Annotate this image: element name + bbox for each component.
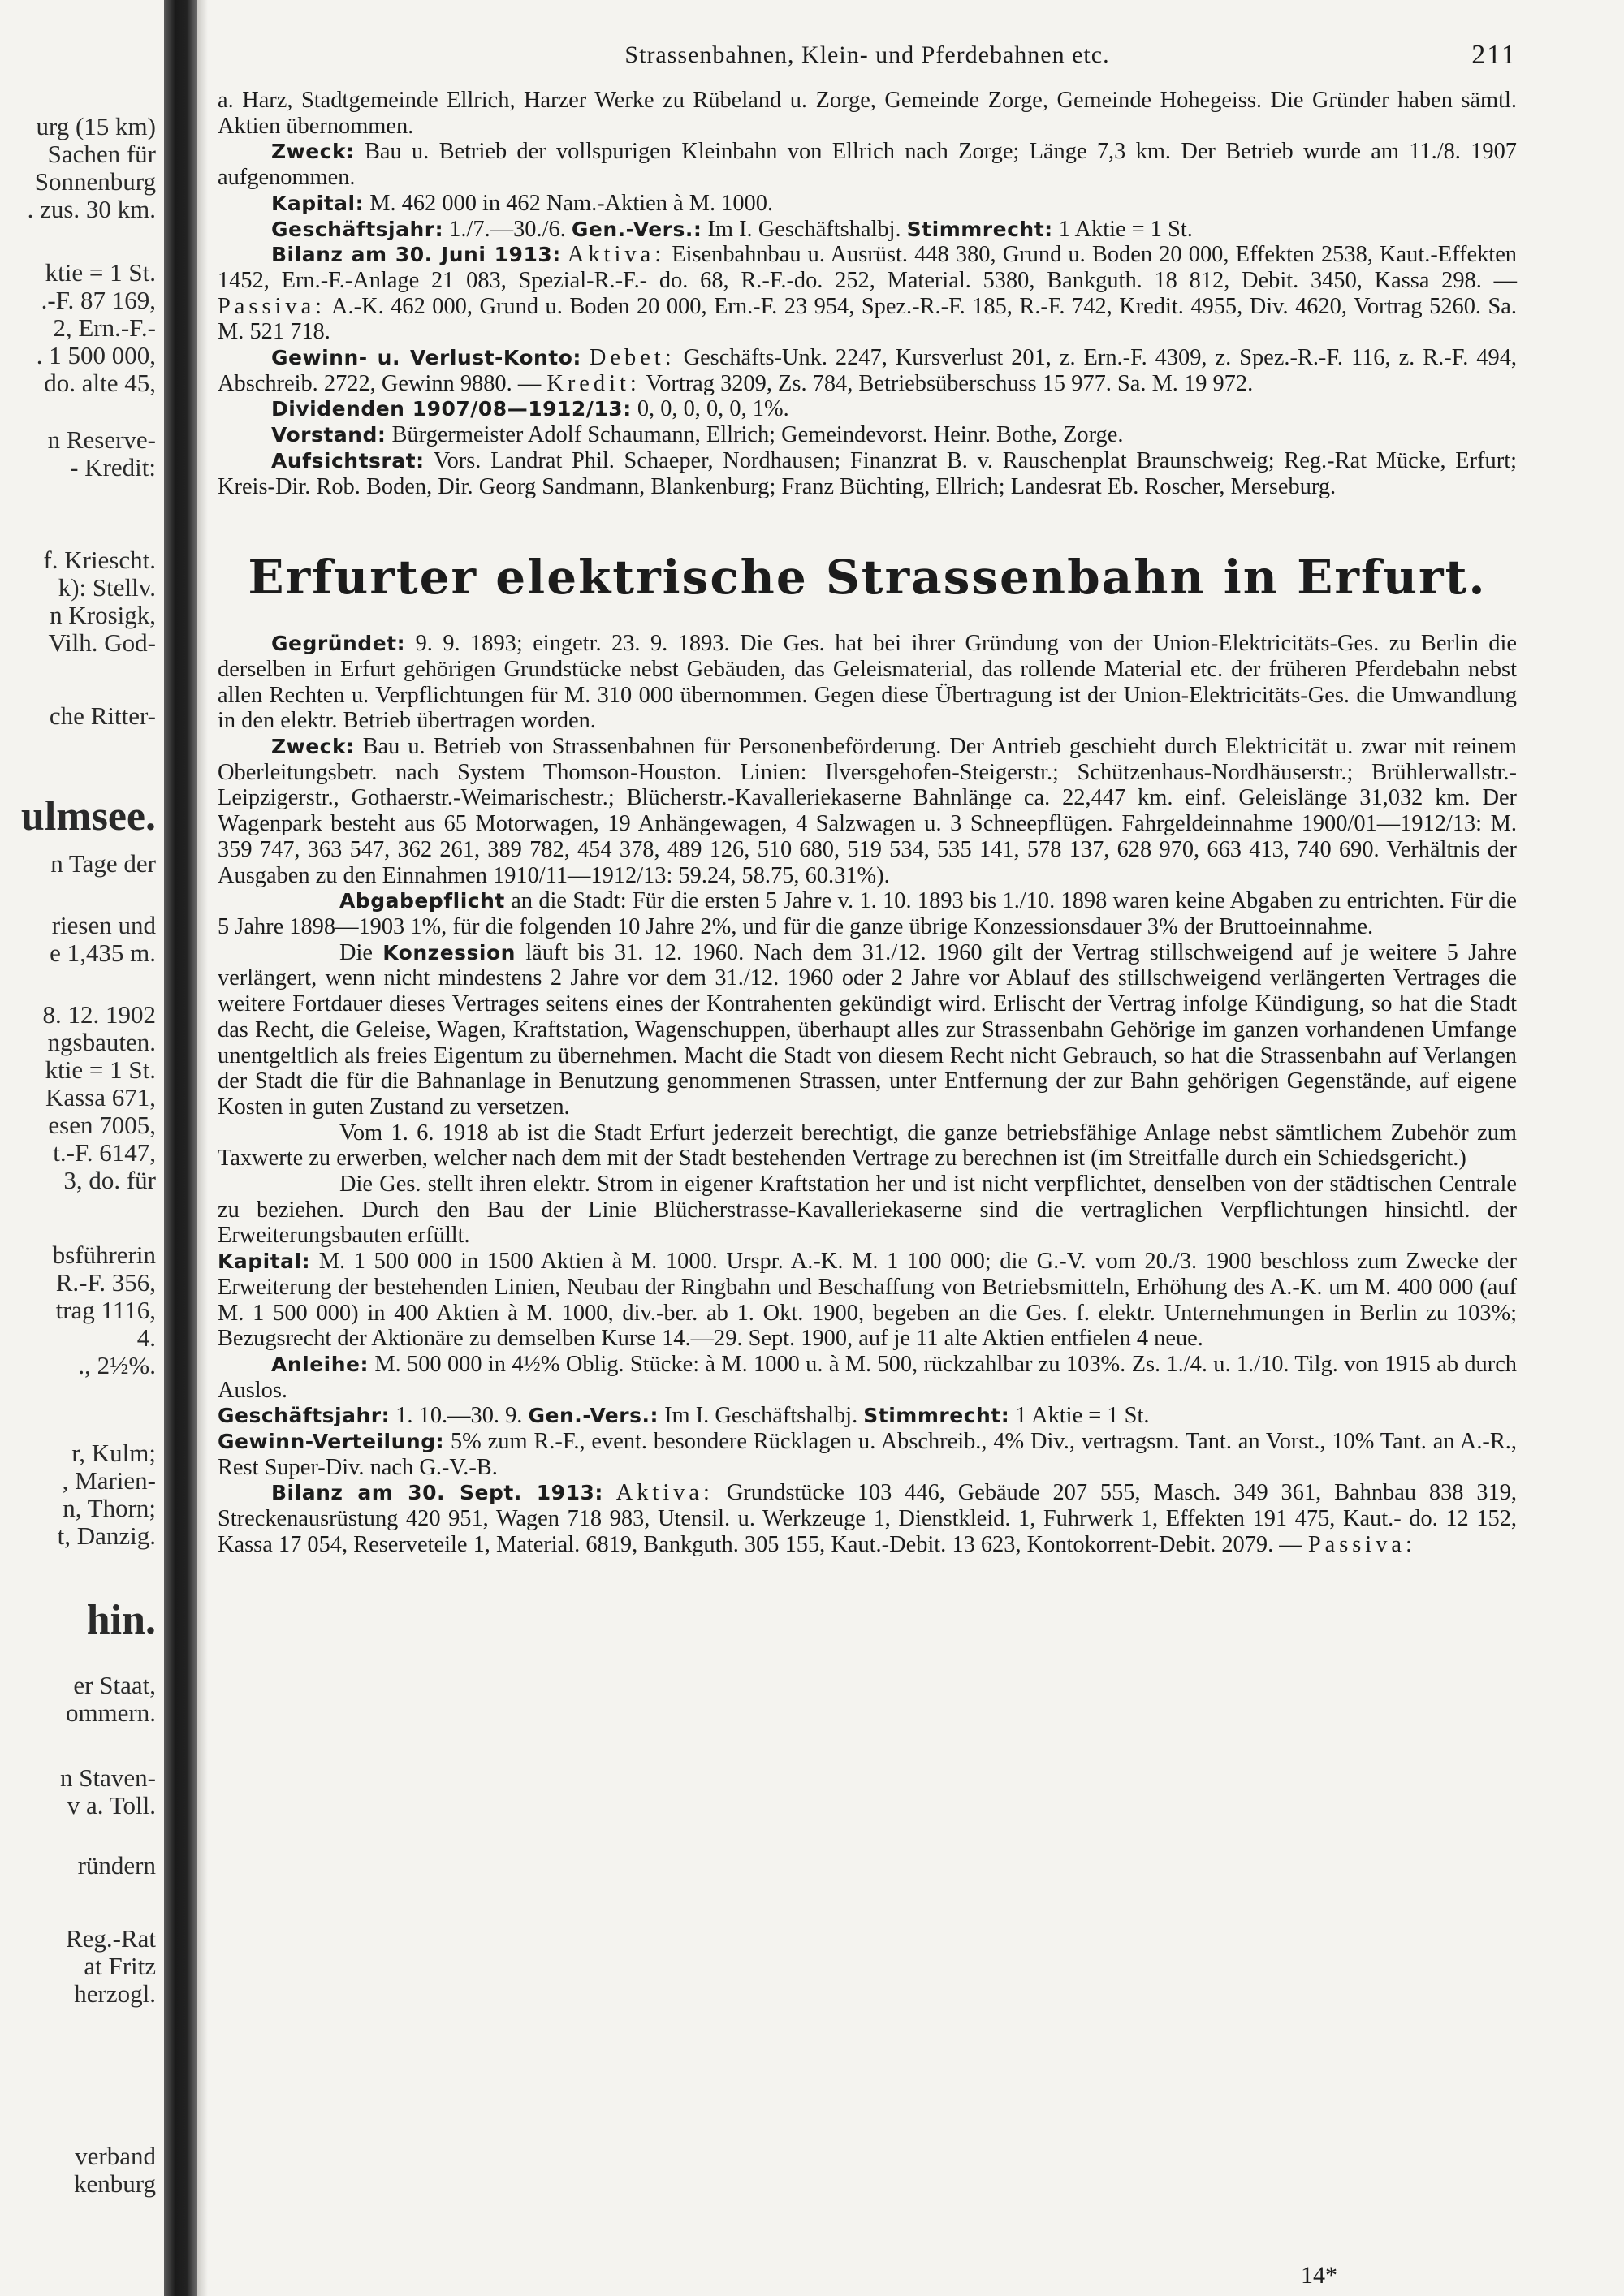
- prev-passiva-label: Passiva:: [218, 293, 326, 319]
- zweck-text: Bau u. Betrieb von Strassenbahnen für Personenbeförderung. Der Antrieb geschieht durch Elektricität u. zwar mit reinem Oberleitungsbetr. nach System Thomson-Houston. Linien: Ilversgehofen-Steigerstr.; Schützenhaus-Nordhäuserstr.; Brühlerwallstr.-Leipzigerstr., Gothaerstr.-Weimarischestr.; Blücherstr.-Kavalleriekaserne Bahnlänge ca. 22,447 km. einf. Geleislänge 31,032 km. Der Wagenpark besteht aus 65 Motorwagen, 19 Anhängewagen, 4 Salzwagen u. 3 Schneepflügen. Fahrgeldeinnahme 1900/01—1912/13: M. 359 747, 363 547, 362 261, 389 782, 454 378, 489 126, 510 680, 519 534, 535 141, 578 137, 628 970, 663 413, 740 690. Verhältnis der Ausgaben zu den Einnahmen 1910/11—1912/13: 59.24, 58.75, 60.31%).: [218, 734, 1517, 888]
- previous-page-line: t.-F. 6147,: [53, 1138, 156, 1167]
- prev-kapital-text: M. 462 000 in 462 Nam.-Aktien à M. 1000.: [369, 190, 774, 216]
- previous-page-line: f. Kriescht.: [43, 546, 156, 574]
- gj-text: 1. 10.—30. 9.: [395, 1403, 523, 1429]
- bilanz: [218, 1480, 1517, 1557]
- previous-page-line: riesen und: [51, 911, 156, 939]
- previous-page-line: er Staat,: [73, 1671, 156, 1699]
- prev-zweck: [218, 139, 1517, 190]
- previous-page-line: - Kredit:: [70, 453, 156, 481]
- previous-page-line: ktie = 1 St.: [45, 1055, 156, 1084]
- kapital: [218, 1249, 1517, 1352]
- previous-page-line: Vilh. God-: [48, 628, 156, 657]
- previous-page-line: . zus. 30 km.: [27, 195, 156, 223]
- gegruendet: [218, 631, 1517, 734]
- geschaeftsjahr: [218, 1403, 1517, 1429]
- previous-page-line: n Krosigk,: [50, 601, 156, 629]
- prev-div-label: Dividenden 1907/08—1912/13:: [271, 397, 632, 421]
- kapital-text: M. 1 500 000 in 1500 Aktien à M. 1000. Urspr. A.-K. M. 1 100 000; die G.-V. vom 20./3. 1900 beschloss zum Zwecke der Erweiterung der bestehenden Linien, Neubau der Ringbahn und Beschaffung von Betriebsmitteln, Erhöhung des A.-K. um M. 400 000 (auf M. 1 500 000) in 400 Aktien à M. 1000, div.-ber. ab 1. Okt. 1900, begeben an die Ges. f. elektr. Unternehmungen in Berlin zu 103%; Bezugsrecht der Aktionäre zu demselben Kurse 14.—29. Sept. 1900, auf je 11 alte Aktien entfielen 4 neue.: [218, 1249, 1517, 1352]
- paragraph-strom: Die Ges. stellt ihren elektr. Strom in eigener Kraftstation her und ist nicht verpflichtet, denselben von der städtischen Centrale zu beziehen. Durch den Bau der Linie Blücherstrasse-Kavalleriekaserne sind die vertraglichen Verpflichtungen hinsichtl. der Erweiterungsbauten erfüllt.: [218, 1172, 1517, 1249]
- previous-page-line: ommern.: [65, 1698, 156, 1727]
- aktiva-text: Grundstücke 103 446, Gebäude 207 555, Masch. 349 361, Bahnbau 838 319, Streckenausrüstung 420 951, Wagen 718 983, Utensil. u. Werkzeuge 1, Dienstkleid. 1, Fuhrwerk 1, Effekten 191 475, Kaut.- do. 12 152, Kassa 17 054, Reserveteile 1, Material. 6819, Bankguth. 305 155, Kaut.-Debit. 13 623, Kontokorrent-Debit. 2079. —: [218, 1480, 1518, 1557]
- kapital-label: Kapital:: [218, 1249, 311, 1274]
- prev-aufsichtsrat: [218, 448, 1517, 499]
- previous-page-line: ., 2½%.: [78, 1351, 156, 1379]
- previous-page-line: herzogl.: [74, 1979, 156, 2008]
- previous-page-line: Kassa 671,: [45, 1083, 156, 1111]
- previous-page-line: v a. Toll.: [67, 1791, 156, 1819]
- gewinn-text: 5% zum R.-F., event. besondere Rücklagen u. Abschreib., 4% Div., vertragsm. Tant. an Vorst., 10% Tant. an A.-R., Rest Super-Div. nach G.-V.-B.: [218, 1429, 1517, 1480]
- stimm-label: Stimmrecht:: [863, 1404, 1010, 1428]
- previous-page-line: 2, Ern.-F.-: [53, 313, 156, 342]
- passiva-label: Passiva:: [1307, 1531, 1416, 1557]
- previous-page-line: k): Stellv.: [58, 573, 156, 602]
- previous-page-line: Sonnenburg: [34, 167, 156, 196]
- zweck: [218, 734, 1517, 888]
- prev-guv: [218, 345, 1517, 396]
- konzession: [218, 940, 1517, 1120]
- previous-page-line: e 1,435 m.: [50, 939, 156, 967]
- prev-vorstand-label: Vorstand:: [271, 423, 387, 447]
- prev-aktiva-text: Eisenbahnbau u. Ausrüst. 448 380, Grund u. Boden 20 000, Effekten 2538, Kaut.-Effekten 1452, Ern.-F.-Anlage 21 083, Spezial-R.-F.- do. 68, R.-F.-do. 252, Material. 5380, Bankguth. 18 812, Debit. 3450, Kassa 298. —: [218, 242, 1517, 293]
- previous-page-line: 3, do. für: [63, 1166, 156, 1194]
- gewinn-label: Gewinn-Verteilung:: [218, 1430, 445, 1454]
- book-gutter: [164, 0, 197, 2296]
- prev-div-text: 0, 0, 0, 0, 0, 1%.: [637, 396, 789, 422]
- previous-page-line: do. alte 45,: [44, 369, 156, 397]
- konz-label: Konzession: [382, 940, 516, 965]
- gewinn-verteilung: [218, 1429, 1517, 1480]
- previous-page-line: ulmsee.: [20, 793, 156, 839]
- gv-text: Im I. Geschäftshalbj.: [664, 1403, 858, 1429]
- gegr-text: 9. 9. 1893; eingetr. 23. 9. 1893. Die Ges. hat bei ihrer Gründung von der Union-Elektricitäts-Ges. zu Berlin die derselben in Erfurt gehörigen Grundstücke nebst Gebäuden, das Geleismaterial, das rollende Material etc. der früheren Pferdebahn nebst allen Rechten u. Verpflichtungen für M. 310 000 übernommen. Gegen diese Übertragung ist der Union-Elektricitäts-Ges. die Umwandlung in den elektr. Betrieb übertragen worden.: [218, 631, 1517, 734]
- previous-page-line: urg (15 km): [36, 114, 156, 140]
- gj-label: Geschäftsjahr:: [218, 1404, 391, 1428]
- page: [218, 42, 1517, 1558]
- previous-page-line: 4.: [136, 1323, 156, 1352]
- running-head: [218, 42, 1517, 81]
- previous-page-line: Reg.-Rat: [65, 1924, 156, 1953]
- previous-page-line: ründern: [77, 1851, 156, 1880]
- company-title: Erfurter elektrische Strassenbahn in Erfurt.: [248, 550, 1487, 606]
- abgabe-label: Abgabepflicht: [339, 889, 505, 913]
- previous-page-fragment: [0, 114, 159, 2296]
- bilanz-label: Bilanz am 30. Sept. 1913:: [271, 1481, 603, 1505]
- prev-geschaeftsjahr: [218, 217, 1517, 243]
- page-number: 211: [1471, 40, 1517, 70]
- previous-page-line: n Reserve-: [47, 425, 156, 454]
- previous-page-line: n Tage der: [50, 849, 156, 878]
- running-head-title: Strassenbahnen, Klein- und Pferdebahnen etc.: [624, 41, 1110, 68]
- prev-guv-label: Gewinn- u. Verlust-Konto:: [271, 346, 581, 370]
- company-entry: [218, 631, 1517, 1557]
- previous-page-line: Sachen für: [47, 140, 156, 168]
- prev-kapital: [218, 191, 1517, 217]
- previous-page-line: R.-F. 356,: [55, 1268, 156, 1297]
- anleihe-text: M. 500 000 in 4½% Oblig. Stücke: à M. 1000 u. à M. 500, rückzahlbar zu 103%. Zs. 1./4. u. 1./10. Tilg. von 1915 ab durch Auslos.: [218, 1351, 1518, 1403]
- gv-label: Gen.-Vers.:: [528, 1404, 659, 1428]
- prev-bilanz: [218, 242, 1517, 345]
- prev-gj-label: Geschäftsjahr:: [271, 217, 444, 241]
- prev-kapital-label: Kapital:: [271, 191, 365, 215]
- prev-aktiva-label: Aktiva:: [567, 242, 666, 268]
- previous-page-line: r, Kulm;: [71, 1439, 156, 1467]
- anleihe: [218, 1352, 1517, 1403]
- anleihe-label: Anleihe:: [271, 1352, 369, 1376]
- gutter-shadow: [197, 0, 208, 2296]
- prev-debet-label: Debet:: [589, 345, 676, 371]
- prev-zweck-label: Zweck:: [271, 140, 355, 164]
- previous-page-line: .-F. 87 169,: [41, 286, 156, 314]
- prev-debet-text: Geschäfts-Unk. 2247, Kursverlust 201, z. Ern.-F. 4309, z. Spez.-R.-F. 116, z. R.-F. 494, Abschreib. 2722, Gewinn 9880. —: [218, 345, 1517, 396]
- previous-page-line: ngsbauten.: [47, 1028, 156, 1056]
- prev-stimm-text: 1 Aktie = 1 St.: [1058, 216, 1193, 242]
- previous-page-line: , Marien-: [62, 1466, 156, 1495]
- previous-page-line: 8. 12. 1902: [42, 1000, 156, 1029]
- prev-stimm-label: Stimmrecht:: [906, 217, 1053, 241]
- prev-vorstand: [218, 422, 1517, 448]
- previous-page-line: . 1 500 000,: [36, 341, 156, 369]
- printer-signature: 14*: [1301, 2262, 1337, 2289]
- zweck-label: Zweck:: [271, 735, 355, 759]
- prev-passiva-text: A.-K. 462 000, Grund u. Boden 20 000, Ern.-F. 23 954, Spez.-R.-F. 185, R.-F. 742, Kredit. 4955, Div. 4620, Vortrag 5260. Sa. M. 521 718.: [218, 293, 1517, 345]
- prev-aufsicht-text: Vors. Landrat Phil. Schaeper, Nordhausen; Finanzrat B. v. Rauschenplat Braunschweig; Reg.-Rat Mücke, Erfurt; Kreis-Dir. Rob. Boden, Dir. Georg Sandmann, Blankenburg; Franz Büchting, Ellrich; Landesrat Eb. Roscher, Merseburg.: [218, 447, 1517, 499]
- prev-gv-label: Gen.-Vers.:: [571, 217, 702, 241]
- prev-gj-text: 1./7.—30./6.: [449, 216, 566, 242]
- prev-kredit-label: Kredit:: [546, 370, 641, 396]
- previous-page-line: t, Danzig.: [57, 1521, 156, 1550]
- prev-kredit-text: Vortrag 3209, Zs. 784, Betriebsüberschuss 15 977. Sa. M. 19 972.: [646, 370, 1254, 396]
- previous-page-line: at Fritz: [84, 1952, 156, 1980]
- prev-gv-text: Im I. Geschäftshalbj.: [707, 216, 901, 242]
- previous-page-line: trag 1116,: [55, 1296, 156, 1324]
- prev-vorstand-text: Bürgermeister Adolf Schaumann, Ellrich; Gemeindevorst. Heinr. Bothe, Zorge.: [391, 422, 1124, 448]
- previous-page-line: kenburg: [73, 2169, 156, 2198]
- abgabe-text: an die Stadt: Für die ersten 5 Jahre v. 1. 10. 1893 bis 1./10. 1898 waren keine Abgaben zu entrichten. Für die 5 Jahre 1898—1903 1%, für die folgenden 10 Jahre 2%, und für die ganze übrige Konzessionsdauer 3% der Bruttoeinnahme.: [218, 888, 1517, 939]
- previous-page-line: bsführerin: [52, 1241, 156, 1269]
- previous-page-line: hin.: [86, 1597, 156, 1643]
- prev-dividenden: [218, 396, 1517, 422]
- previous-entry: [218, 88, 1517, 499]
- abgabepflicht: [218, 888, 1517, 939]
- aktiva-label: Aktiva:: [615, 1480, 714, 1506]
- prev-intro-text: a. Harz, Stadtgemeinde Ellrich, Harzer Werke zu Rübeland u. Zorge, Gemeinde Zorge, Gemeinde Hohegeiss. Die Gründer haben sämtl. Aktien übernommen.: [218, 88, 1517, 139]
- paragraph-1918: Vom 1. 6. 1918 ab ist die Stadt Erfurt jederzeit berechtigt, die ganze betriebsfähige Anlage nebst sämtlichem Zubehör zum Taxwerte zu erwerben, welcher nach dem mit der Stadt bestehenden Vertrage zu berechnen ist (im Streitfalle durch ein Schiedsgericht.): [218, 1120, 1517, 1172]
- stimm-text: 1 Aktie = 1 St.: [1015, 1403, 1150, 1429]
- previous-page-line: esen 7005,: [48, 1111, 156, 1139]
- previous-page-line: che Ritter-: [49, 701, 156, 730]
- prev-intro: [218, 88, 1517, 139]
- konz-pre: Die: [339, 939, 373, 965]
- prev-zweck-text: Bau u. Betrieb der vollspurigen Kleinbahn von Ellrich nach Zorge; Länge 7,3 km. Der Betrieb wurde am 11./8. 1907 aufgenommen.: [218, 139, 1517, 191]
- konz-text: läuft bis 31. 12. 1960. Nach dem 31./12. 1960 gilt der Vertrag stillschweigend auf je weitere 5 Jahre verlängert, wenn nicht mindestens 2 Jahre vor dem 31./12. 1960 oder 2 Jahre vor Ablauf des stillschweigend verlängerten Vertrages die weitere Fortdauer dieses Vertrages seitens eines der Kontrahenten gekündigt wird. Erlischt der Vertrag infolge Kündigung, so hat die Stadt das Recht, die Geleise, Wagen, Kraftstation, Wagenschuppen, überhaupt alles zur Strassenbahn Gehörige im ganzen vorhandenen Umfange unentgeltlich als freies Eigentum zu übernehmen. Macht die Stadt von diesem Recht nicht Gebrauch, so hat die Strassenbahn auf Verlangen der Stadt die für die Bahnanlage in Benutzung genommenen Strassen, unter Entfernung der zur Bahn gehörigen Gegenstände, auf eigene Kosten in guten Zustand zu versetzen.: [218, 939, 1517, 1120]
- previous-page-line: verband: [75, 2142, 156, 2170]
- prev-bilanz-label: Bilanz am 30. Juni 1913:: [271, 243, 561, 267]
- previous-page-line: n, Thorn;: [63, 1494, 156, 1522]
- gegr-label: Gegründet:: [271, 632, 406, 656]
- previous-page-line: n Staven-: [60, 1763, 156, 1792]
- prev-aufsicht-label: Aufsichtsrat:: [271, 448, 425, 473]
- previous-page-line: ktie = 1 St.: [45, 258, 156, 287]
